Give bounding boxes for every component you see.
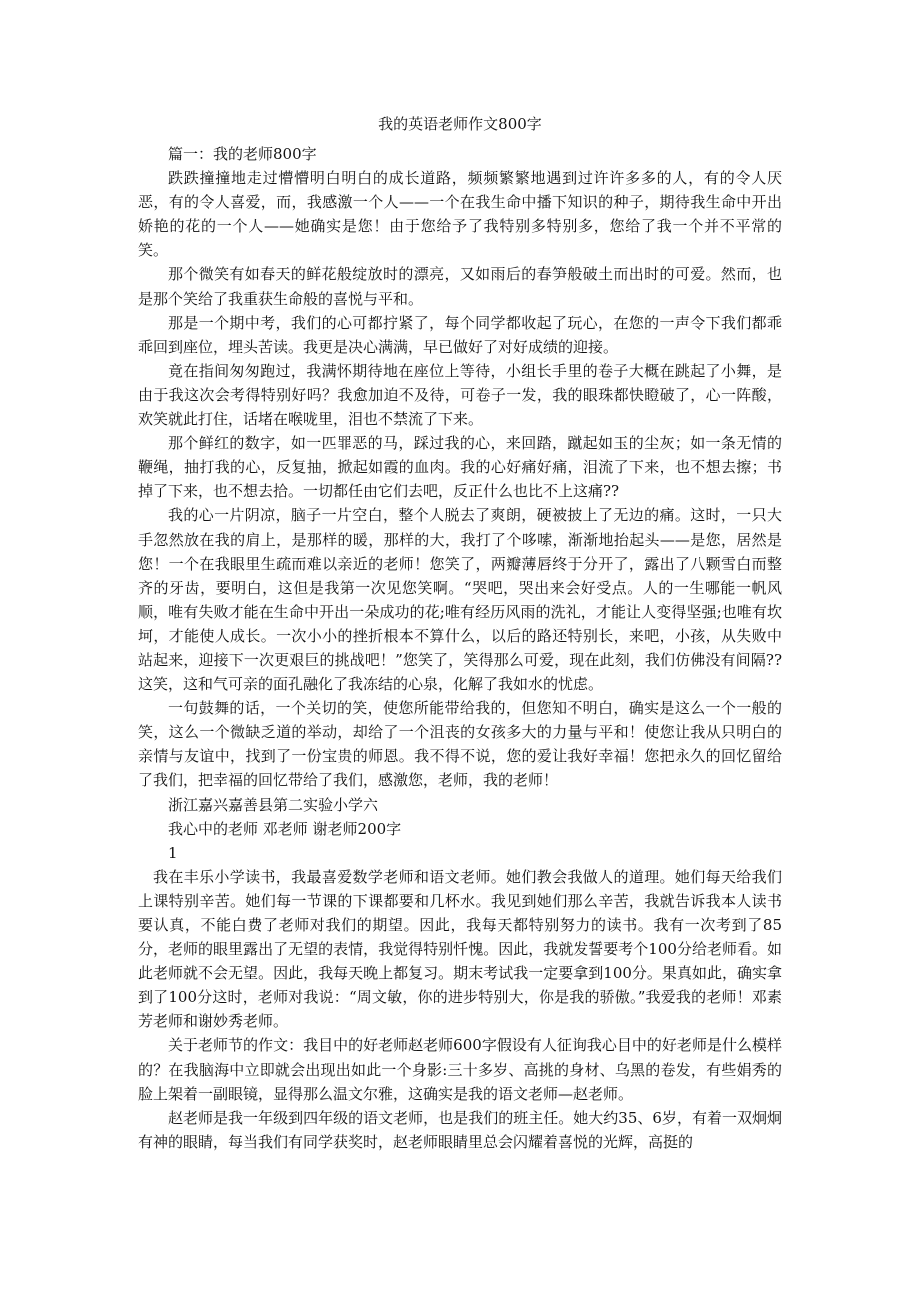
- paragraph-5: 那个鲜红的数字，如一匹罪恶的马，踩过我的心，来回踏，蹴起如玉的尘灰；如一条无情的鞭绳，抽打我的心，反复抽，掀起如霞的血肉。我的心好痛好痛，泪流了下来，也不想去擦；书掉了下来，也不想去拾。一切都任由它们去吧，反正什么也比不上这痛??: [138, 434, 782, 501]
- document-page: [138, 107, 782, 1154]
- document-title: 我的英语老师作文800字: [378, 115, 542, 133]
- document-body: [138, 142, 782, 1154]
- paragraph-6: 我的心一片阴凉，脑子一片空白，整个人脱去了爽朗，硬被披上了无边的痛。这时，一只大手忽然放在我的肩上，是那样的暖，那样的大，我打了个哆嗦，渐渐地抬起头——是您，居然是您！一个在我眼里生疏而难以亲近的老师！您笑了，两瓣薄唇终于分开了，露出了八颗雪白而整齐的牙齿，要明白，这但是我第一次见您笑啊。“哭吧，哭出来会好受点。人的一生哪能一帆风顺，唯有失败才能在生命中开出一朵成功的花;唯有经历风雨的洗礼，才能让人变得坚强;也唯有坎坷，才能使人成长。一次小小的挫折根本不算什么，以后的路还特别长，来吧，小孩，从失败中站起来，迎接下一次更艰巨的挑战吧！”您笑了，笑得那么可爱，现在此刻，我们仿佛没有间隔??这笑，这和气可亲的面孔融化了我冻结的心泉，化解了我如水的忧虑。: [138, 506, 782, 694]
- paragraph-1: 跌跌撞撞地走过懵懵明白明白的成长道路，频频繁繁地遇到过许许多多的人，有的令人厌恶，有的令人喜爱，而，我感激一个人——一个在我生命中播下知识的种子，期待我生命中开出娇艳的花的一个人——她确实是您！由于您给予了我特别多特别多，您给了我一个并不平常的笑。: [138, 169, 782, 260]
- paragraph-0: 篇一：我的老师800字: [168, 145, 317, 163]
- paragraph-7: 一句鼓舞的话，一个关切的笑，使您所能带给我的，但您知不明白，确实是这么一个一般的笑，这么一个微缺乏道的举动，却给了一个沮丧的女孩多大的力量与平和！使您让我从只明白的亲情与友谊中，找到了一份宝贵的师恩。我不得不说，您的爱让我好幸福！您把永久的回忆留给了我们，把幸福的回忆带给了我们，感激您，老师，我的老师！: [138, 699, 782, 790]
- paragraph-12: 关于老师节的作文：我目中的好老师赵老师600字假设有人征询我心目中的好老师是什么模样的？在我脑海中立即就会出现出如此一个身影:三十多岁、高挑的身材、乌黑的卷发，有些娟秀的脸上架着一副眼镜，显得那么温文尔雅，这确实是我的语文老师—赵老师。: [138, 1036, 782, 1103]
- paragraph-13: 赵老师是我一年级到四年级的语文老师，也是我们的班主任。她大约35、6岁，有着一双炯炯有神的眼睛，每当我们有同学获奖时，赵老师眼睛里总会闪耀着喜悦的光辉，高挺的: [138, 1108, 782, 1151]
- paragraph-10: 1: [168, 843, 178, 862]
- paragraph-9: 我心中的老师 邓老师 谢老师200字: [168, 819, 402, 838]
- paragraph-2: 那个微笑有如春天的鲜花般绽放时的漂亮，又如雨后的春笋般破土而出时的可爱。然而，也是那个笑给了我重获生命般的喜悦与平和。: [138, 265, 782, 308]
- paragraph-4: 竟在指间匆匆跑过，我满怀期待地在座位上等待，小组长手里的卷子大概在跳起了小舞，是由于我这次会考得特别好吗？我愈加迫不及待，可卷子一发，我的眼珠都快瞪破了，心一阵酸，欢笑就此打住，话堵在喉咙里，泪也不禁流了下来。: [138, 361, 782, 429]
- paragraph-3: 那是一个期中考，我们的心可都拧紧了，每个同学都收起了玩心，在您的一声令下我们都乖乖回到座位，埋头苦读。我更是决心满满，早已做好了对好成绩的迎接。: [138, 313, 782, 356]
- paragraph-11: 我在丰乐小学读书，我最喜爱数学老师和语文老师。她们教会我做人的道理。她们每天给我们上课特别辛苦。她们每一节课的下课都要和几杯水。我见到她们那么辛苦，我就告诉我本人读书要认真，不能白费了老师对我们的期望。因此，我每天都特别努力的读书。我有一次考到了85分，老师的眼里露出了无望的表情，我觉得特别忏愧。因此，我就发誓要考个100分给老师看。如此老师就不会无望。因此，我每天晚上都复习。期末考试我一定要拿到100分。果真如此，确实拿到了100分这时，老师对我说：“周文敏，你的进步特别大，你是我的骄傲。”我爱我的老师！邓素芳老师和谢妙秀老师。: [138, 867, 782, 1031]
- paragraph-8: 浙江嘉兴嘉善县第二实验小学六: [168, 795, 379, 814]
